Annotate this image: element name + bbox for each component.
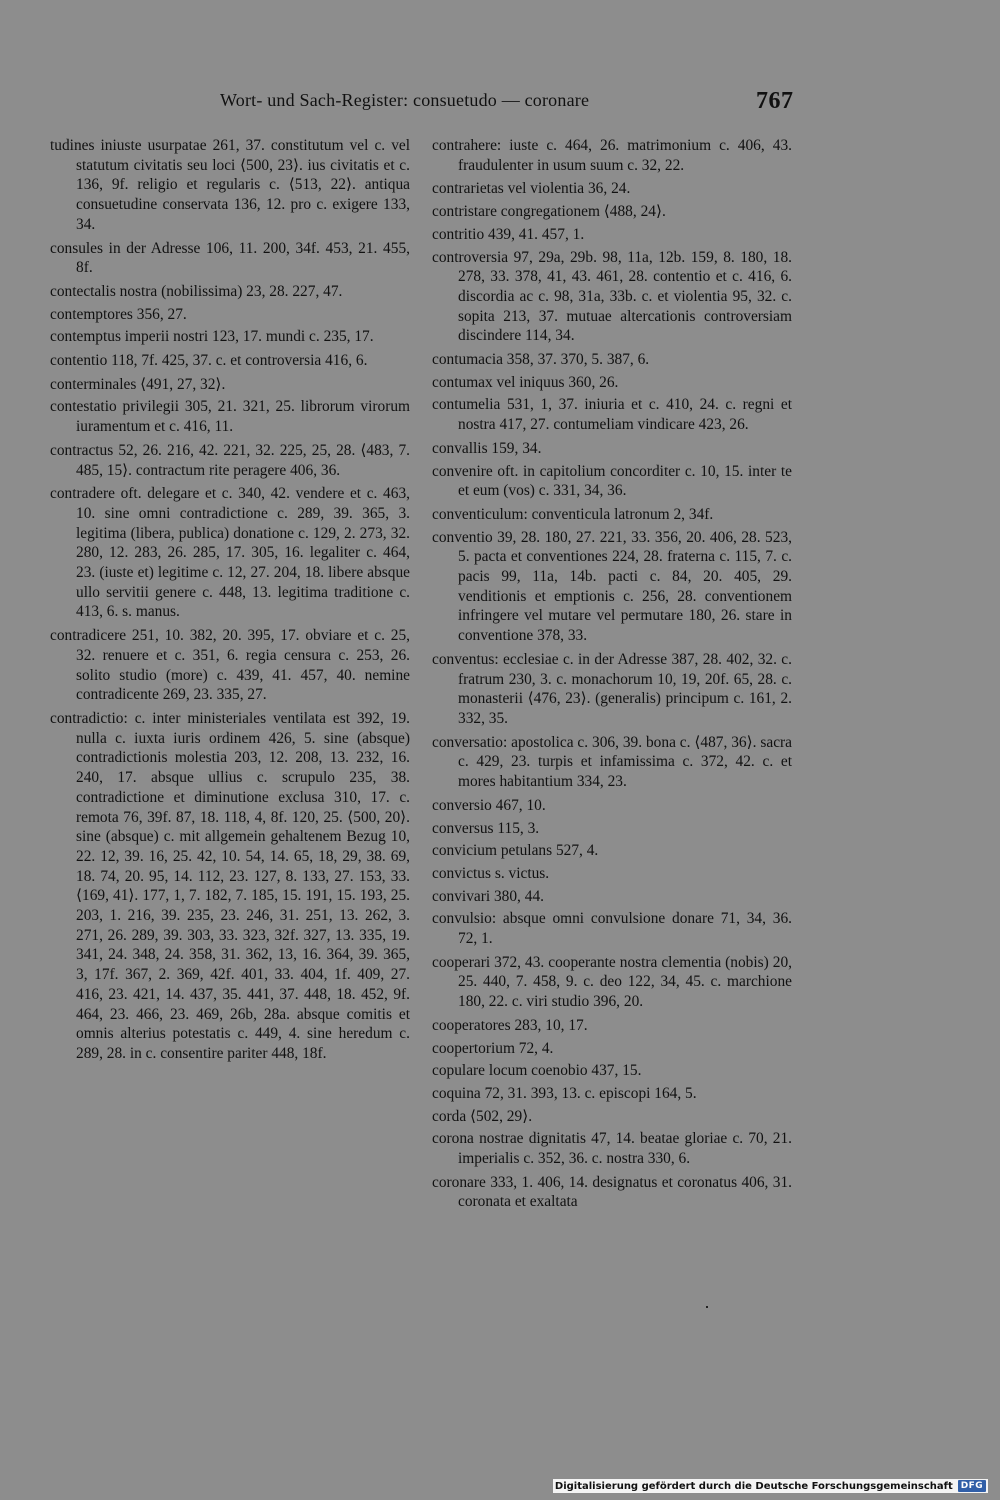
- register-entry-contentio: contentio 118, 7f. 425, 37. c. et controversia 416, 6.: [50, 352, 368, 370]
- register-entry-cooperari: cooperari 372, 43. cooperante nostra clementia (nobis) 20, 25. 440, 7. 458, 9. c. deo 122, 34, 45. c. marchione 180, 22. c. viri studio 396, 20.: [432, 953, 792, 1011]
- register-entry-coronare: coronare 333, 1. 406, 14. designatus et coronatus 406, 31. coronata et exaltata: [432, 1173, 792, 1211]
- register-entry-contradictio: contradictio: c. inter ministeriales ventilata est 392, 19. nulla c. iuxta iuris ordinem 426, 5. sine (absque) contradictionis molestia 203, 12. 208, 13. 232, 16. 240, 17. absque ullius c. scrupulo 235, 38. contradictione et diminutione exclusa 310, 17. c. remota 76, 39f. 87, 18. 118, 4, 8f. 120, 25. ⟨500, 20⟩. sine (absque) c. mit allgemein gehaltenem Bezug 10, 22. 12, 39. 16, 25. 42, 10. 54, 14. 65, 18, 29, 38. 69, 18. 74, 20. 95, 14. 112, 23. 127, 8. 133, 27. 153, 33. ⟨169, 41⟩. 177, 1, 7. 182, 7. 185, 15. 191, 15. 193, 25. 203, 1. 216, 39. 235, 23. 246, 31. 251, 13. 262, 3. 271, 26. 289, 39. 303, 33. 323, 32f. 327, 13. 335, 19. 341, 24. 348, 24. 358, 31. 362, 13, 16. 364, 39. 365, 3, 17f. 367, 2. 369, 42f. 401, 33. 404, 1f. 409, 27. 416, 23. 421, 14. 437, 35. 441, 37. 448, 18. 452, 9f. 464, 23. 466, 23. 469, 26b, 28a. absque comitis et omnis alterius potestatis c. 449, 4. sine heredum c. 289, 28. in c. consentire pariter 448, 18f.: [50, 709, 410, 1062]
- register-entry-contristare: contristare congregationem ⟨488, 24⟩.: [432, 203, 666, 221]
- register-entry-contemptus: contemptus imperii nostri 123, 17. mundi c. 235, 17.: [50, 328, 374, 346]
- register-entry-contradere: contradere oft. delegare et c. 340, 42. vendere et c. 463, 10. sine omni contradictione c. 289, 39. 365, 3. legitima (libera, publica) donatione c. 129, 2. 273, 32. 280, 12. 283, 26. 285, 17. 305, 16. legaliter c. 464, 23. (iuste et) legitime c. 12, 27. 204, 18. libere absque ullo servitii genere c. 448, 13. legitima traditione c. 413, 6. s. manus.: [50, 485, 410, 621]
- dfg-logo-icon: DFG: [958, 1480, 986, 1492]
- register-entry-contrarietas: contrarietas vel violentia 36, 24.: [432, 180, 631, 198]
- register-entry-convenire: convenire oft. in capitolium concorditer c. 10, 15. inter te et eum (vos) c. 331, 34, 36.: [432, 462, 792, 500]
- register-entry-controversia: controversia 97, 29a, 29b. 98, 11a, 12b. 159, 8. 180, 18. 278, 33. 378, 41, 43. 461, 28. contentio et c. 416, 6. discordia ac c. 98, 31a, 33b. c. et violentia 95, 32. c. sopita 213, 37. mutuae altercationis controversiam discindere 114, 34.: [432, 248, 792, 345]
- funding-footer: [553, 1479, 988, 1493]
- register-entry-coquina: coquina 72, 31. 393, 13. c. episcopi 164, 5.: [432, 1084, 697, 1102]
- register-entry-convicium: convicium petulans 527, 4.: [432, 842, 599, 860]
- register-entry-contumacia: contumacia 358, 37. 370, 5. 387, 6.: [432, 351, 650, 369]
- register-entry-contradicere: contradicere 251, 10. 382, 20. 395, 17. obviare et c. 25, 32. renuere et c. 351, 6. regia censura c. 253, 26. solito studio (more) c. 439, 41. 457, 40. nemine contradicente 269, 23. 335, 27.: [50, 627, 410, 704]
- register-entry-convallis: convallis 159, 34.: [432, 439, 542, 457]
- register-entry-convulsio: convulsio: absque omni convulsione donare 71, 34, 36. 72, 1.: [432, 910, 792, 948]
- register-entry-contectalis: contectalis nostra (nobilissima) 23, 28. 227, 47.: [50, 282, 343, 300]
- register-entry-convivari: convivari 380, 44.: [432, 887, 544, 905]
- register-entry-coopertorium: coopertorium 72, 4.: [432, 1039, 554, 1057]
- register-entry-convictus: convictus s. victus.: [432, 864, 550, 882]
- running-title: Wort- und Sach-Register: consuetudo — coronare: [220, 90, 590, 110]
- register-entry-conversus: conversus 115, 3.: [432, 819, 540, 837]
- register-entry-corda: corda ⟨502, 29⟩.: [432, 1107, 533, 1125]
- register-entry-conventiculum: conventiculum: conventicula latronum 2, 34f.: [432, 505, 714, 523]
- page-header: [0, 90, 1000, 120]
- register-entry-conventus: conventus: ecclesiae c. in der Adresse 387, 28. 402, 32. c. fratrum 230, 3. c. monachorum 10, 19, 20f. 65, 28. c. monasterii ⟨476, 23⟩. (generalis) principum c. 161, 2. 332, 35.: [432, 650, 792, 727]
- scan-speck: [706, 1306, 708, 1308]
- register-entry-conterminales: conterminales ⟨491, 27, 32⟩.: [50, 375, 226, 393]
- funding-note: Digitalisierung gefördert durch die Deutsche Forschungsgemeinschaft: [554, 1480, 953, 1492]
- register-entry-contestatio: contestatio privilegii 305, 21. 321, 25. librorum virorum iuramentum et c. 416, 11.: [50, 398, 410, 436]
- register-entry-contemptores: contemptores 356, 27.: [50, 305, 187, 323]
- register-entry-consuetudo-continuation: tudines iniuste usurpatae 261, 37. constitutum vel c. vel statutum civitatis seu loci ⟨500, 23⟩. ius civitatis et c. 136, 9f. religio et regularis c. ⟨513, 22⟩. antiqua consuetudine conservata 136, 12. pro c. exigere 133, 34.: [50, 137, 410, 233]
- register-entry-copulare: copulare locum coenobio 437, 15.: [432, 1062, 642, 1080]
- register-entry-conversio: conversio 467, 10.: [432, 796, 546, 814]
- page-number: 767: [756, 88, 794, 114]
- right-column: [432, 136, 792, 1216]
- register-entry-contumelia: contumelia 531, 1, 37. iniuria et c. 410, 24. c. regni et nostra 417, 27. contumeliam vindicare 423, 26.: [432, 396, 792, 434]
- register-entry-conversatio: conversatio: apostolica c. 306, 39. bona c. ⟨487, 36⟩. sacra c. 429, 23. turpis et infamissima c. 372, 42. c. et mores habitantium 334, 23.: [432, 733, 792, 791]
- register-entry-corona: corona nostrae dignitatis 47, 14. beatae gloriae c. 70, 21. imperialis c. 352, 36. c. nostra 330, 6.: [432, 1130, 792, 1168]
- register-entry-consules: consules in der Adresse 106, 11. 200, 34f. 453, 21. 455, 8f.: [50, 239, 410, 277]
- register-entry-contritio: contritio 439, 41. 457, 1.: [432, 225, 585, 243]
- register-entry-conventio: conventio 39, 28. 180, 27. 221, 33. 356, 20. 406, 28. 523, 5. pacta et conventiones 224, 28. fraterna c. 115, 7. c. pacis 99, 11a, 14b. pacti c. 84, 20. 405, 29. venditionis et emptionis c. 256, 28. conventionem infringere vel mutare vel permutare 180, 26. stare in conventione 378, 33.: [432, 528, 792, 645]
- register-entry-cooperatores: cooperatores 283, 10, 17.: [432, 1016, 588, 1034]
- register-entry-contrahere: contrahere: iuste c. 464, 26. matrimonium c. 406, 43. fraudulenter in usum suum c. 32, 22.: [432, 137, 792, 174]
- left-column: [50, 136, 410, 1068]
- register-entry-contractus: contractus 52, 26. 216, 42. 221, 32. 225, 25, 28. ⟨483, 7. 485, 15⟩. contractum rite peragere 406, 36.: [50, 441, 410, 479]
- register-entry-contumax: contumax vel iniquus 360, 26.: [432, 373, 619, 391]
